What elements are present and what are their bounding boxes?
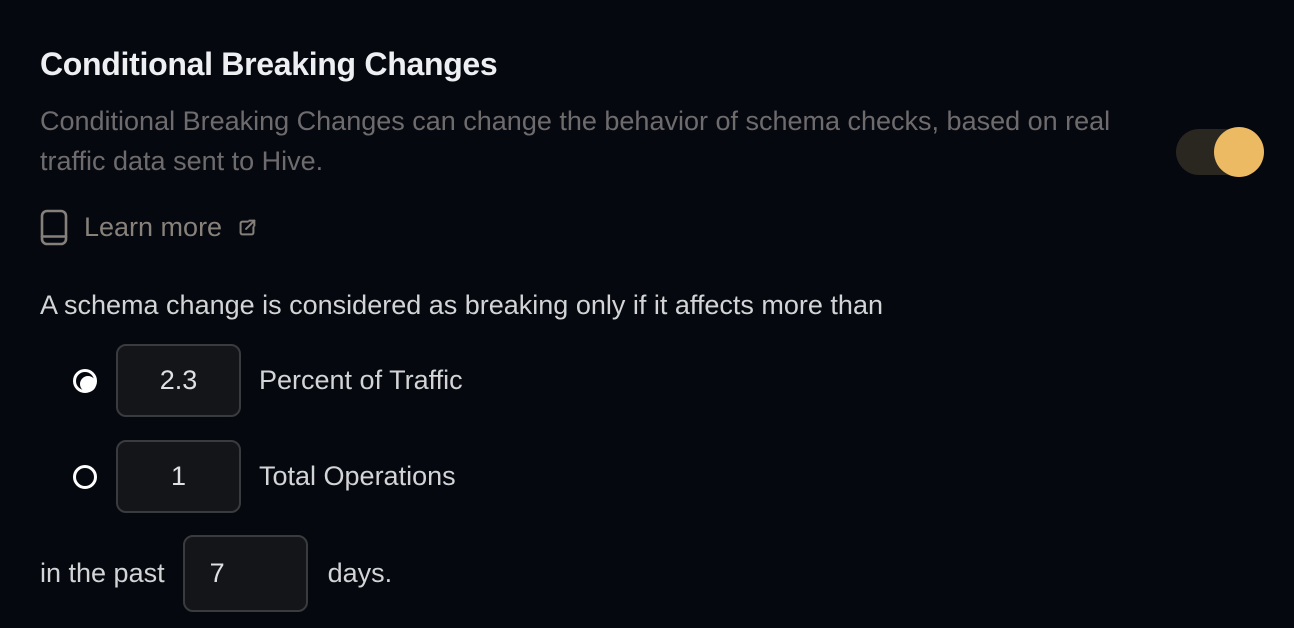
toggle-thumb xyxy=(1214,127,1264,177)
total-operations-label: Total Operations xyxy=(259,461,456,491)
total-operations-input[interactable] xyxy=(116,440,241,513)
total-operations-row xyxy=(40,440,1264,513)
threshold-intro-text: A schema change is considered as breaking only if it affects more than xyxy=(40,290,883,320)
learn-more-link[interactable] xyxy=(40,209,258,246)
percent-of-traffic-row xyxy=(40,344,1264,417)
radio-percent-of-traffic[interactable] xyxy=(73,369,97,393)
page-title: Conditional Breaking Changes xyxy=(40,46,498,82)
period-row xyxy=(40,535,1264,612)
external-link-icon xyxy=(236,217,258,239)
book-icon xyxy=(40,209,68,246)
conditional-breaking-changes-toggle[interactable] xyxy=(1176,127,1264,177)
period-prefix-text: in the past xyxy=(40,558,165,588)
section-description xyxy=(40,101,1150,181)
period-suffix-text: days. xyxy=(327,558,393,588)
radio-total-operations[interactable] xyxy=(73,465,97,489)
section-description-line2: traffic data sent to Hive. xyxy=(40,146,324,176)
days-input[interactable] xyxy=(183,535,308,612)
percent-of-traffic-label: Percent of Traffic xyxy=(259,365,463,395)
section-description-line1: Conditional Breaking Changes can change the behavior of schema checks, based on real xyxy=(40,106,1111,136)
percent-of-traffic-input[interactable] xyxy=(116,344,241,417)
learn-more-label: Learn more xyxy=(84,212,223,242)
